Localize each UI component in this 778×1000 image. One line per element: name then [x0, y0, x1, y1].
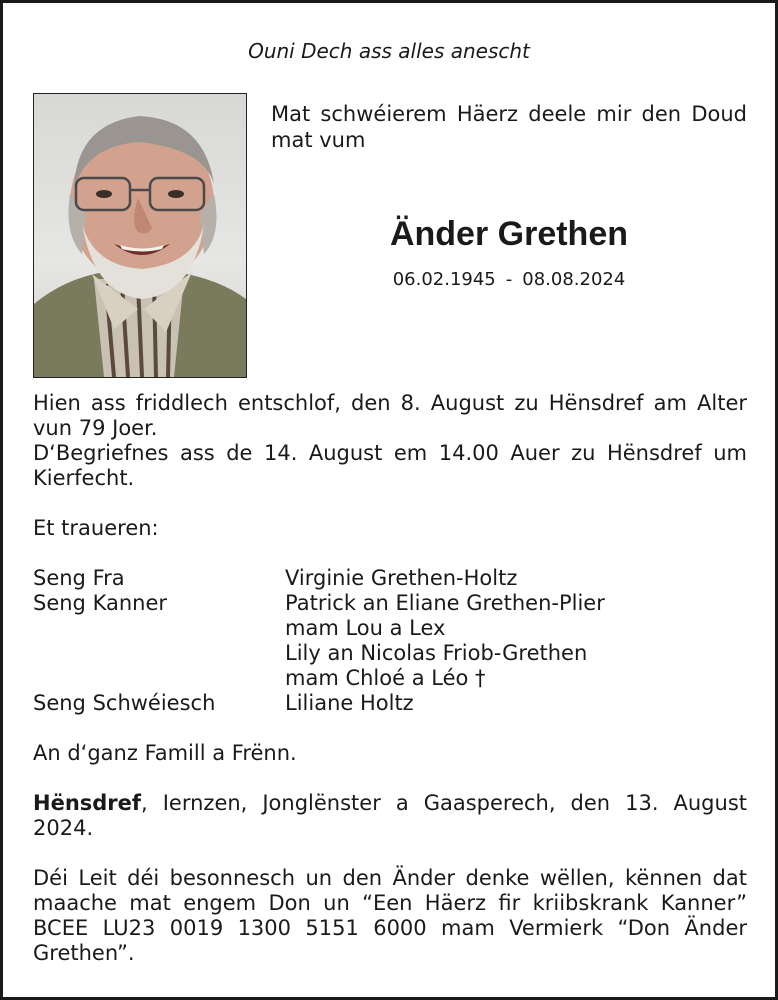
birth-date: 06.02.1945 [392, 269, 496, 290]
relative-role: Seng Schwéiesch [33, 691, 216, 715]
place-bold: Hënsdref [33, 791, 142, 815]
relative-row-sister [33, 691, 747, 716]
place-rest: , Iernzen, Jonglënster a Gaasperech, den 13. August 2024. [33, 791, 747, 840]
mourners-heading: Et traueren: [33, 516, 159, 540]
relative-name: mam Lou a Lex [285, 616, 446, 640]
relative-role: Seng Fra [33, 566, 125, 590]
paragraph-funeral: D‘Begriefnes ass de 14. August em 14.00 Auer zu Hënsdref um Kierfecht. [33, 441, 747, 490]
relative-name: mam Chloé a Léo † [285, 666, 486, 690]
notice-body [33, 391, 747, 966]
relative-row-children [33, 591, 747, 691]
portrait-illustration [34, 94, 246, 377]
motto: Ouni Dech ass alles anescht [248, 39, 530, 63]
relative-row-wife [33, 566, 747, 591]
relative-role: Seng Kanner [33, 591, 168, 615]
place-date-line [33, 791, 747, 841]
relative-name: Lily an Nicolas Friob-Grethen [285, 641, 588, 665]
life-dates [271, 269, 747, 290]
paragraph-passing: Hien ass friddlech entschlof, den 8. August zu Hënsdref am Alter vun 79 Joer. [33, 391, 747, 440]
family-line: An d‘ganz Famill a Frënn. [33, 741, 297, 765]
relative-name: Virginie Grethen-Holtz [285, 566, 518, 590]
donation-text: Déi Leit déi besonnesch un den Änder denke wëllen, kënnen dat maache mat engem Don un “Een Häerz fir kriibskrank Kanner” BCEE LU23 0019 1300 5151 6000 mam Vermierk “Don Änder Grethen”. [33, 866, 747, 965]
date-separator: - [505, 269, 513, 290]
relative-name: Liliane Holtz [285, 691, 414, 715]
relative-name: Patrick an Eliane Grethen-Plier [285, 591, 605, 615]
portrait-photo [33, 93, 247, 378]
deceased-name: Änder Grethen [389, 215, 629, 253]
intro-text: Mat schwéierem Häerz deele mir den Doud mat vum [271, 102, 747, 152]
death-date: 08.08.2024 [522, 269, 626, 290]
